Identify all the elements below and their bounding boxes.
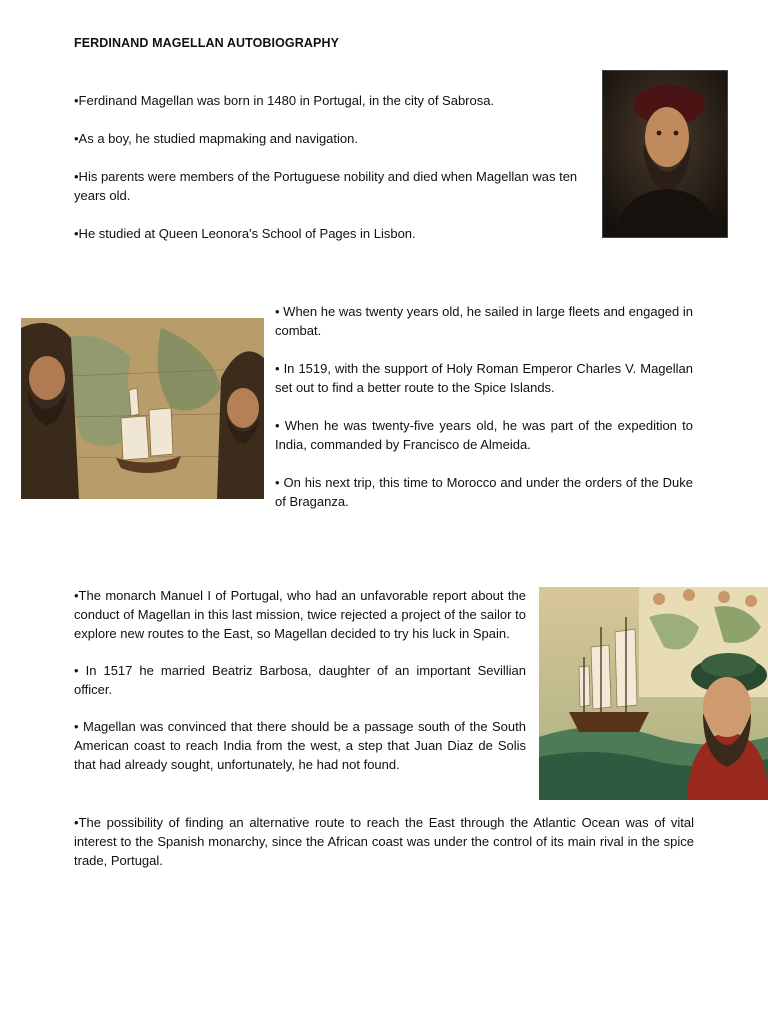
paragraph: •Ferdinand Magellan was born in 1480 in Portugal, in the city of Sabrosa.: [74, 93, 495, 108]
magellan-portrait-image: [602, 70, 728, 238]
section-spain: [74, 586, 526, 792]
section-early-life: [74, 91, 592, 262]
paragraph: • In 1517 he married Beatriz Barbosa, daughter of an important Sevillian officer.: [74, 663, 526, 697]
paragraph: •As a boy, he studied mapmaking and navigation.: [74, 131, 358, 146]
paragraph: • On his next trip, this time to Morocco and under the orders of the Duke of Braganza.: [275, 475, 693, 509]
paragraph: •The monarch Manuel I of Portugal, who had an unfavorable report about the conduct of Magellan in this last mission, twice rejected a project of the sailor to explore new routes to the East, so Magellan decided to try his luck in Spain.: [74, 588, 526, 641]
paragraph: •He studied at Queen Leonora's School of Pages in Lisbon.: [74, 226, 416, 241]
paragraph: • Magellan was convinced that there should be a passage south of the South American coast to reach India from the west, a step that Juan Diaz de Solis that had already sought, unfortunately, he had not found.: [74, 719, 526, 772]
document-title: FERDINAND MAGELLAN AUTOBIOGRAPHY: [74, 36, 340, 50]
paragraph: •His parents were members of the Portuguese nobility and died when Magellan was ten years old.: [74, 169, 578, 203]
paragraph: •The possibility of finding an alternative route to reach the East through the Atlantic Ocean was of vital interest to the Spanish monarchy, since the African coast was under the control of its main rival in the spice trade, Portugal.: [74, 815, 694, 868]
paragraph: • When he was twenty years old, he sailed in large fleets and engaged in combat.: [275, 304, 693, 338]
section-atlantic-route: [74, 813, 694, 870]
explorers-map-image: [21, 318, 264, 499]
ship-and-magellan-image: [539, 587, 768, 800]
paragraph: • When he was twenty-five years old, he was part of the expedition to India, commanded by Francisco de Almeida.: [275, 418, 693, 452]
paragraph: • In 1519, with the support of Holy Roman Emperor Charles V. Magellan set out to find a better route to the Spice Islands.: [275, 361, 693, 395]
section-voyages: [275, 302, 693, 530]
